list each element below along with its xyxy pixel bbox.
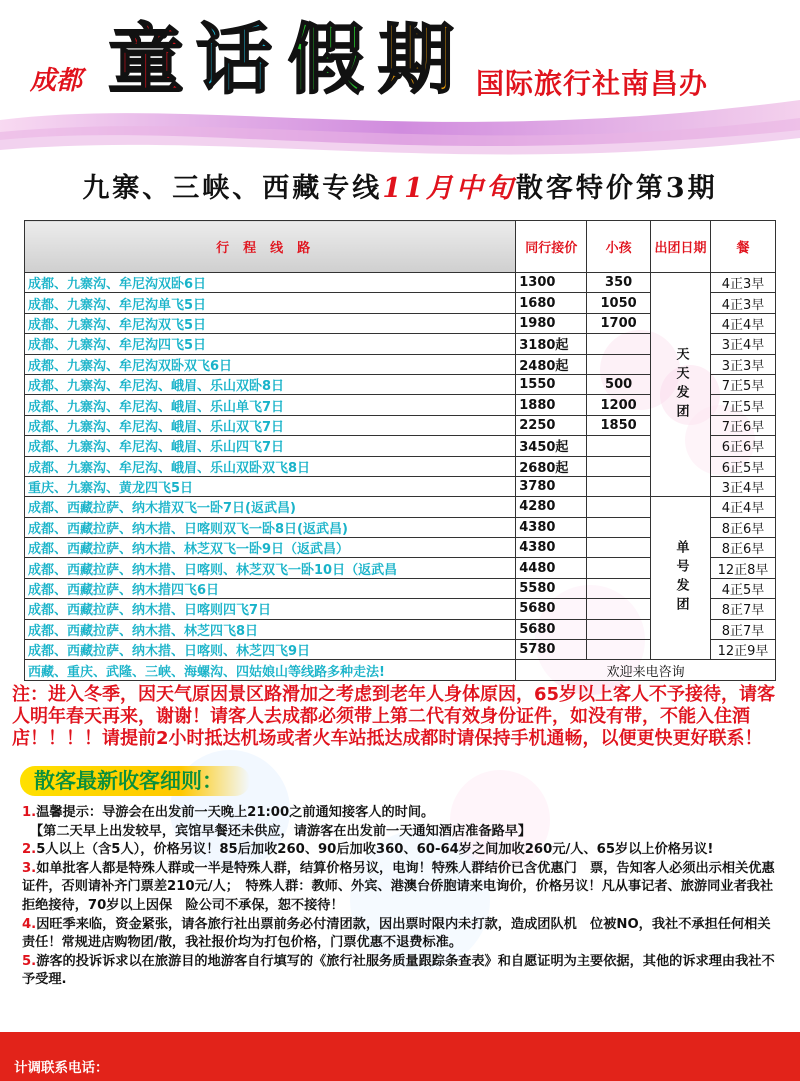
- route-cell: 成都、九寨沟、牟尼沟、峨眉、乐山双飞7日: [25, 415, 516, 435]
- route-cell: 成都、九寨沟、牟尼沟双卧6日: [25, 273, 516, 293]
- price-cell: 3780: [516, 476, 587, 496]
- child-price-cell: [587, 497, 651, 517]
- rule-item: [22, 804, 778, 823]
- rule-item: [22, 860, 778, 916]
- rule-number: 3.: [22, 860, 37, 876]
- rule-number: 2.: [22, 842, 37, 858]
- meal-cell: 8正6早: [711, 517, 776, 537]
- meal-cell: 4正4早: [711, 313, 776, 333]
- route-table-body: [25, 273, 776, 681]
- child-price-cell: [587, 354, 651, 374]
- rule-text: 5人以上（含5人），价格另议！85后加收260、90后加收360、60-64岁之间加收260元/人、65岁以上价格另议!: [36, 842, 714, 858]
- child-price-cell: 350: [587, 273, 651, 293]
- header: [0, 0, 800, 120]
- meal-cell: 4正3早: [711, 273, 776, 293]
- header-meal: 餐: [711, 221, 776, 273]
- meal-cell: 4正4早: [711, 497, 776, 517]
- route-table: [24, 220, 776, 681]
- route-cell: 成都、西藏拉萨、纳木措、日喀则、林芝双飞一卧10日（返武昌: [25, 558, 516, 578]
- rule-number: 5.: [22, 953, 37, 969]
- table-row: [25, 273, 776, 293]
- route-cell: 成都、西藏拉萨、纳木措、日喀则双飞一卧8日(返武昌): [25, 517, 516, 537]
- winter-notice: 注：进入冬季，因天气原因景区路滑加之考虑到老年人身体原因，65岁以上客人不予接待，请客人明年春天再来，谢谢！请客人去成都必须带上第二代有效身份证件，如没有带，不能入住酒店！！！！请提前2小时抵达机场或者火车站抵达成都时请保持手机通畅，以便更快更好联系！: [12, 684, 776, 749]
- child-price-cell: [587, 456, 651, 476]
- table-row: [25, 497, 776, 517]
- meal-cell: 4正3早: [711, 293, 776, 313]
- footer-supervise-row: [14, 1057, 33, 1079]
- meal-cell: 8正7早: [711, 599, 776, 619]
- departure-odd: 单号发团: [651, 497, 711, 660]
- subtitle: [0, 166, 800, 205]
- price-cell: 1680: [516, 293, 587, 313]
- route-cell: 成都、九寨沟、牟尼沟双卧双飞6日: [25, 354, 516, 374]
- child-price-cell: 1050: [587, 293, 651, 313]
- title-char-2: 话: [196, 15, 272, 104]
- child-price-cell: [587, 334, 651, 354]
- meal-cell: 7正5早: [711, 374, 776, 394]
- child-price-cell: [587, 476, 651, 496]
- table-header-row: [25, 221, 776, 273]
- header-agency: 国际旅行社南昌办: [476, 67, 709, 100]
- rule-text: 因旺季来临，资金紧张，请各旅行社出票前务必付清团款，因出票时限内未打款，造成团队机 位被NO，我社不承担任何相关责任！常规进店购物团/散，我社报价均为打包价格，门票优惠不退费标准。: [22, 916, 771, 951]
- rule-text: 如单批客人都是特殊人群或一半是特殊人群，结算价格另议，电询！特殊人群结价已含优惠门 票，告知客人必须出示相关优惠证件，否则请补齐门票差210元/人； 特殊人群：教师、外宾、港澳台侨胞请来电询价，价格另议！凡从事记者、旅游同业者我社拒绝接待，70岁以上因保 险公司不承保，恕不接待！: [22, 860, 775, 913]
- child-price-cell: [587, 619, 651, 639]
- child-price-cell: 1200: [587, 395, 651, 415]
- child-price-cell: [587, 517, 651, 537]
- title-char-3: 假: [288, 15, 364, 104]
- route-cell: 成都、西藏拉萨、纳木措四飞6日: [25, 578, 516, 598]
- rules-title: 散客最新收客细则：: [20, 766, 250, 796]
- rule-item: [22, 841, 778, 860]
- rule-text: 温馨提示：导游会在出发前一天晚上21:00之前通知接客人的时间。: [36, 805, 435, 820]
- footer-contacts-row: [14, 1035, 109, 1076]
- route-cell: 成都、九寨沟、牟尼沟单飞5日: [25, 293, 516, 313]
- route-cell: 成都、西藏拉萨、纳木措双飞一卧7日(返武昌): [25, 497, 516, 517]
- meal-cell: 12正8早: [711, 558, 776, 578]
- price-cell: 5580: [516, 578, 587, 598]
- price-cell: 3180起: [516, 334, 587, 354]
- meal-cell: 4正5早: [711, 578, 776, 598]
- route-cell: 成都、九寨沟、牟尼沟、峨眉、乐山双卧8日: [25, 374, 516, 394]
- route-cell: 成都、九寨沟、牟尼沟、峨眉、乐山双卧双飞8日: [25, 456, 516, 476]
- price-cell: 4380: [516, 517, 587, 537]
- table-row-other-routes: [25, 660, 776, 680]
- header-city: 成都: [30, 66, 83, 96]
- header-departure: 出团日期: [651, 221, 711, 273]
- meal-cell: 3正3早: [711, 354, 776, 374]
- departure-daily: 天天发团: [651, 273, 711, 497]
- meal-cell: 8正7早: [711, 619, 776, 639]
- meal-cell: 6正5早: [711, 456, 776, 476]
- route-cell: 成都、西藏拉萨、纳木措、日喀则、林芝四飞9日: [25, 640, 516, 660]
- header-route: 行程线路: [25, 221, 516, 273]
- meal-cell: 3正4早: [711, 476, 776, 496]
- child-price-cell: [587, 538, 651, 558]
- child-price-cell: [587, 558, 651, 578]
- child-price-cell: [587, 578, 651, 598]
- contact-label: 计调联系电话：: [14, 1060, 109, 1076]
- child-price-cell: 1700: [587, 313, 651, 333]
- price-cell: 4380: [516, 538, 587, 558]
- child-price-cell: 1850: [587, 415, 651, 435]
- price-cell: 1980: [516, 313, 587, 333]
- title-char-4: 期: [378, 15, 454, 104]
- route-cell: 成都、九寨沟、牟尼沟双飞5日: [25, 313, 516, 333]
- rule-item: [22, 953, 778, 990]
- meal-cell: 3正4早: [711, 334, 776, 354]
- price-cell: 1550: [516, 374, 587, 394]
- rule-item: [22, 916, 778, 953]
- price-cell: 5680: [516, 599, 587, 619]
- title-char-1: 童: [108, 15, 184, 104]
- rule-number: 1.: [22, 805, 37, 820]
- route-cell: 成都、九寨沟、牟尼沟四飞5日: [25, 334, 516, 354]
- rule-text: 游客的投诉诉求以在旅游目的地游客自行填写的《旅行社服务质量跟踪条查表》和自愿证明为主要依据，其他的诉求理由我社不予受理.: [22, 953, 775, 988]
- price-cell: 3450起: [516, 436, 587, 456]
- other-routes-cell: 西藏、重庆、武隆、三峡、海螺沟、四姑娘山等线路多种走法!: [25, 660, 516, 680]
- rule-number: 4.: [22, 916, 37, 932]
- child-price-cell: [587, 599, 651, 619]
- price-cell: 5680: [516, 619, 587, 639]
- meal-cell: 7正5早: [711, 395, 776, 415]
- rules-list: [22, 804, 778, 990]
- route-cell: 重庆、九寨沟、黄龙四飞5日: [25, 476, 516, 496]
- price-cell: 4280: [516, 497, 587, 517]
- route-cell: 成都、西藏拉萨、纳木措、林芝四飞8日: [25, 619, 516, 639]
- route-cell: 成都、西藏拉萨、纳木措、林芝双飞一卧9日（返武昌）: [25, 538, 516, 558]
- child-price-cell: [587, 436, 651, 456]
- subtitle-part1: 九寨、三峡、西藏专线: [82, 173, 383, 204]
- consult-cell: 欢迎来电咨询: [516, 660, 776, 680]
- route-cell: 成都、九寨沟、牟尼沟、峨眉、乐山四飞7日: [25, 436, 516, 456]
- footer: [0, 1032, 800, 1081]
- meal-cell: 12正9早: [711, 640, 776, 660]
- meal-cell: 6正6早: [711, 436, 776, 456]
- price-cell: 2680起: [516, 456, 587, 476]
- route-cell: 成都、西藏拉萨、纳木措、日喀则四飞7日: [25, 599, 516, 619]
- price-cell: 2480起: [516, 354, 587, 374]
- header-child: 小孩: [587, 221, 651, 273]
- header-price: 同行接价: [516, 221, 587, 273]
- price-cell: 4480: [516, 558, 587, 578]
- price-cell: 2250: [516, 415, 587, 435]
- child-price-cell: 500: [587, 374, 651, 394]
- price-cell: 5780: [516, 640, 587, 660]
- meal-cell: 8正6早: [711, 538, 776, 558]
- subtitle-part2: 11月中旬: [382, 173, 516, 204]
- price-cell: 1880: [516, 395, 587, 415]
- subtitle-part3: 散客特价第3期: [515, 173, 718, 204]
- price-cell: 1300: [516, 273, 587, 293]
- child-price-cell: [587, 640, 651, 660]
- meal-cell: 7正6早: [711, 415, 776, 435]
- route-cell: 成都、九寨沟、牟尼沟、峨眉、乐山单飞7日: [25, 395, 516, 415]
- rule-text: 【第二天早上出发较早，宾馆早餐还未供应，请游客在出发前一天通知酒店准备路早】: [30, 823, 532, 839]
- rule-item: [22, 823, 778, 842]
